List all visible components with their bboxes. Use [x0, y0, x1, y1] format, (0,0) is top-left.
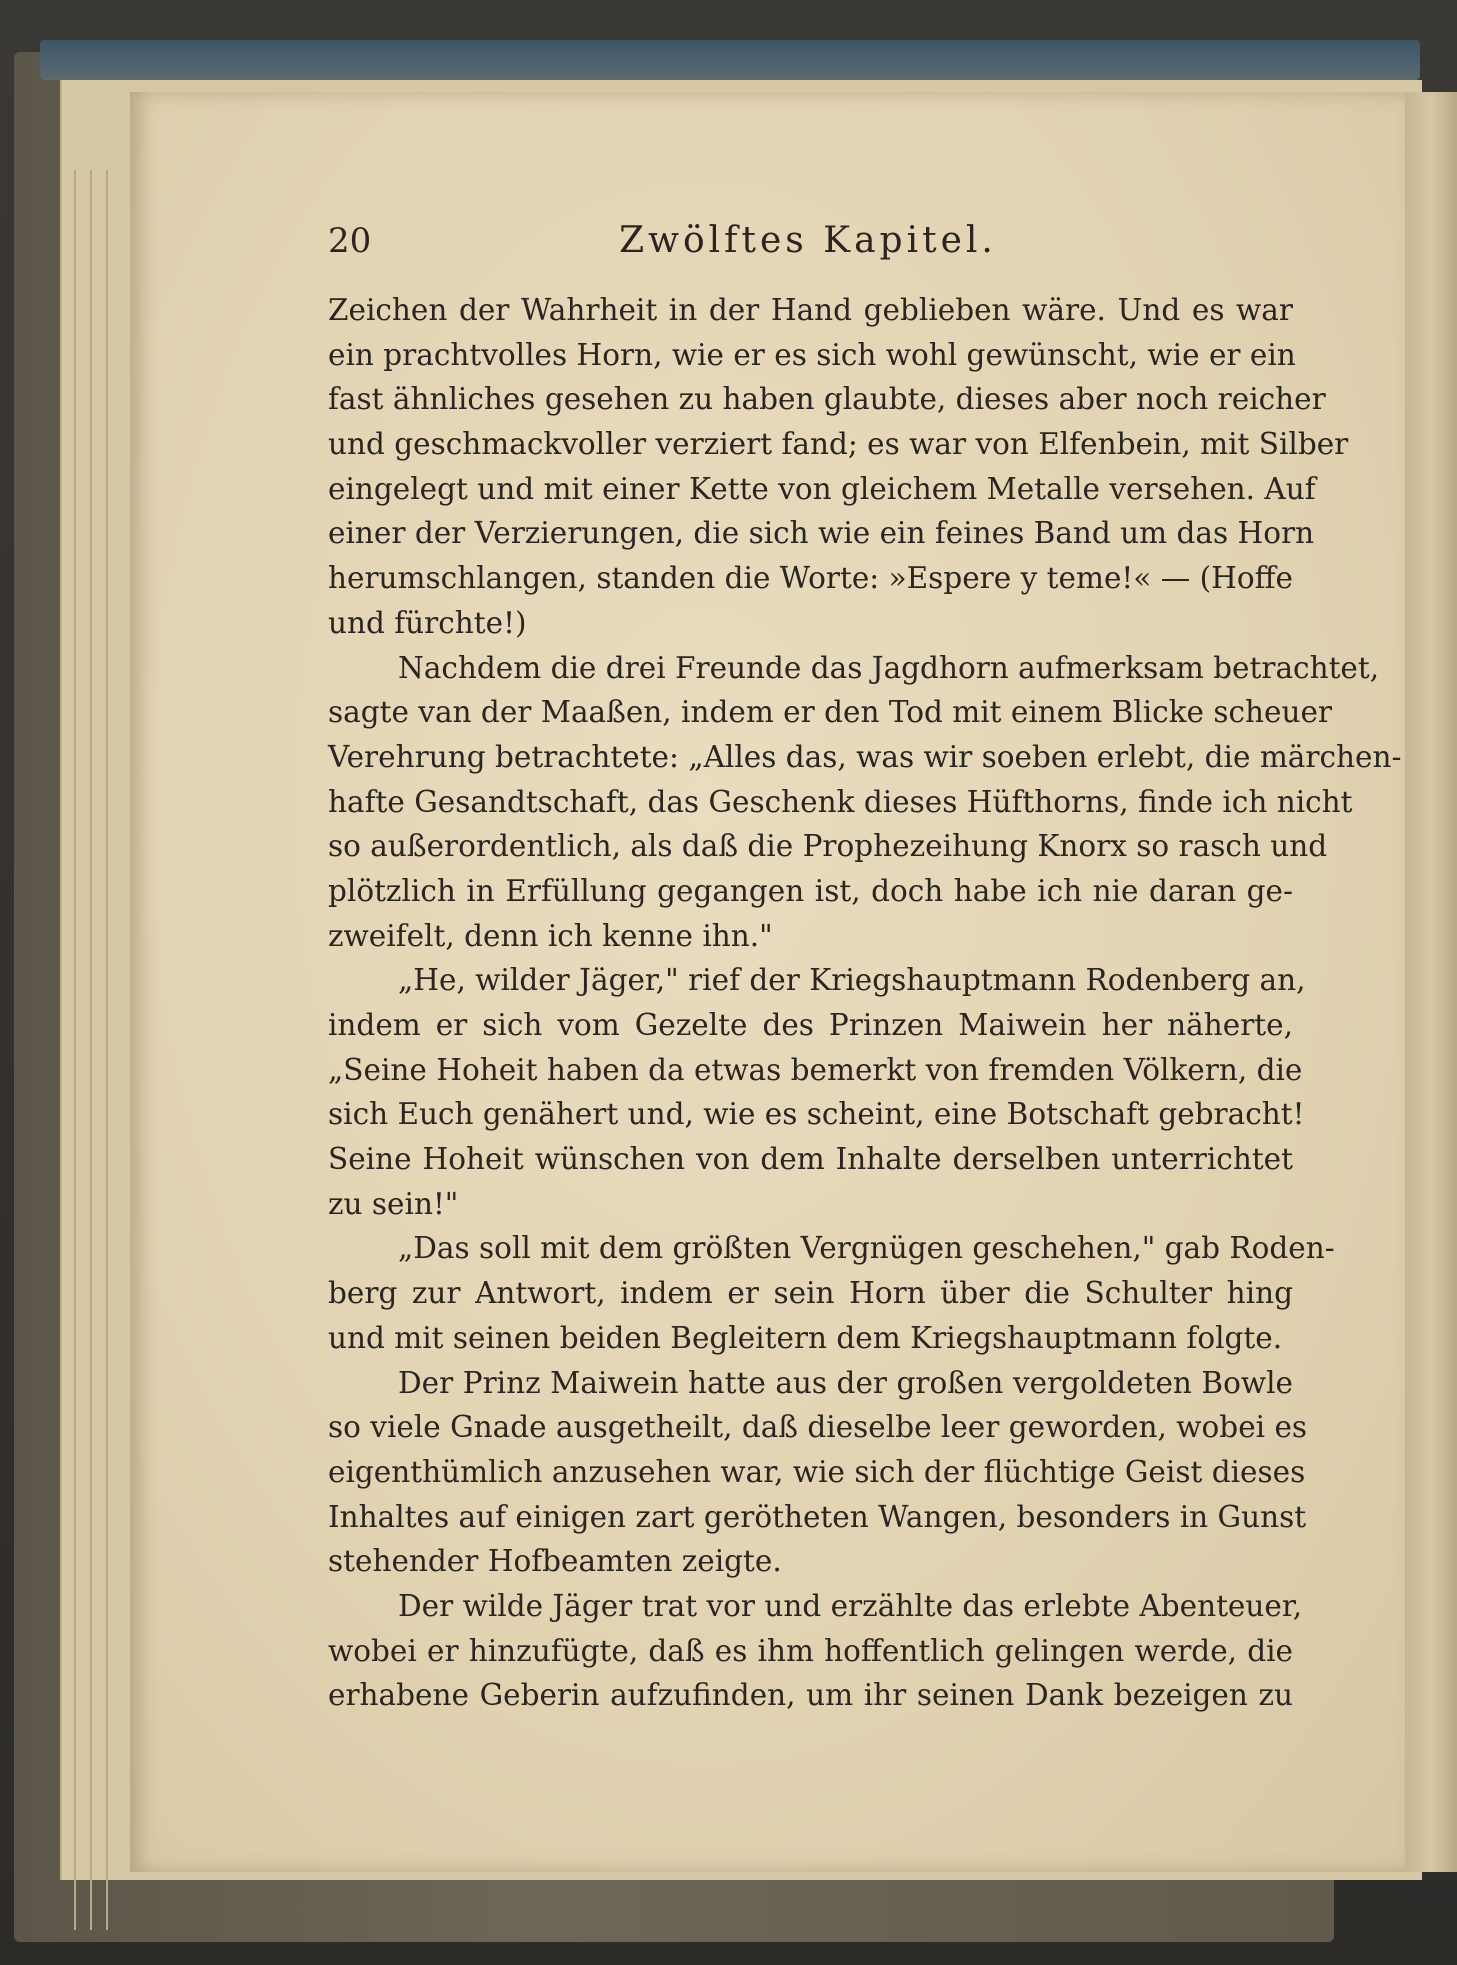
text-line: plötzlich in Erfüllung gegangen ist, doch habe ich nie daran ge- [328, 873, 1293, 908]
text-line: Verehrung betrachtete: „Alles das, was wir soeben erlebt, die märchen- [328, 739, 1402, 774]
text-line: indem er sich vom Gezelte des Prinzen Maiwein her näherte, [328, 1008, 1293, 1042]
running-head [328, 213, 1288, 269]
page-edge-line [90, 170, 92, 1930]
text-line: herumschlangen, standen die Worte: »Espere y teme!« — (Hoffe [328, 561, 1293, 596]
text-line: einer der Verzierungen, die sich wie ein feines Band um das Horn [328, 516, 1315, 551]
page-number: 20 [328, 221, 372, 261]
text-line: eigenthümlich anzusehen war, wie sich der flüchtige Geist dieses [328, 1454, 1306, 1489]
text-line: ein prachtvolles Horn, wie er es sich wohl gewünscht, wie er ein [328, 337, 1296, 372]
page-edge-line [74, 170, 76, 1930]
text-line: hafte Gesandtschaft, das Geschenk dieses Hüfthorns, finde ich nicht [328, 784, 1353, 819]
text-line: Der Prinz Maiwein hatte aus der großen vergoldeten Bowle [398, 1365, 1293, 1400]
text-line: stehender Hofbeamten zeigte. [328, 1544, 782, 1579]
text-line: „Seine Hoheit haben da etwas bemerkt von fremden Völkern, die [328, 1052, 1303, 1087]
page-edge-line [106, 170, 108, 1930]
text-line: wobei er hinzufügte, daß es ihm hoffentlich gelingen werde, die [328, 1633, 1293, 1668]
text-line: so außerordentlich, als daß die Prophezeihung Knorx so rasch und [328, 829, 1328, 864]
text-line: sagte van der Maaßen, indem er den Tod mit einem Blicke scheuer [328, 695, 1333, 730]
text-line: Nachdem die drei Freunde das Jagdhorn aufmerksam betrachtet, [398, 650, 1380, 685]
text-line: Inhaltes auf einigen zart gerötheten Wangen, besonders in Gunst [328, 1499, 1307, 1534]
text-line: Der wilde Jäger trat vor und erzählte das erlebte Abenteuer, [398, 1588, 1303, 1623]
text-line: „Das soll mit dem größten Vergnügen geschehen," gab Roden- [398, 1231, 1335, 1266]
text-line: „He, wilder Jäger," rief der Kriegshauptmann Rodenberg an, [398, 963, 1306, 998]
book-cover-top-edge [40, 40, 1420, 80]
text-line: zweifelt, denn ich kenne ihn." [328, 918, 773, 953]
text-line: berg zur Antwort, indem er sein Horn über die Schulter hing [328, 1276, 1293, 1311]
text-line: Zeichen der Wahrheit in der Hand geblieben wäre. Und es war [328, 293, 1293, 327]
text-line: zu sein!" [328, 1186, 459, 1221]
text-line: erhabene Geberin aufzufinden, um ihr seinen Dank bezeigen zu [328, 1678, 1293, 1713]
text-line: so viele Gnade ausgetheilt, daß dieselbe leer geworden, wobei es [328, 1410, 1308, 1445]
text-line: und mit seinen beiden Begleitern dem Kriegshauptmann folgte. [328, 1320, 1283, 1355]
text-line: Seine Hoheit wünschen von dem Inhalte derselben unterrichtet [328, 1142, 1293, 1177]
text-line: und geschmackvoller verziert fand; es war von Elfenbein, mit Silber [328, 427, 1349, 462]
chapter-title: Zwölftes Kapitel. [619, 220, 997, 261]
text-line: eingelegt und mit einer Kette von gleichem Metalle versehen. Auf [328, 471, 1316, 506]
text-line: und fürchte!) [328, 605, 527, 640]
text-line: fast ähnliches gesehen zu haben glaubte, dieses aber noch reicher [328, 382, 1326, 417]
body-text [328, 288, 1402, 1718]
facing-page-edge [1405, 92, 1457, 1872]
text-line: sich Euch genähert und, wie es scheint, eine Botschaft gebracht! [328, 1097, 1305, 1132]
